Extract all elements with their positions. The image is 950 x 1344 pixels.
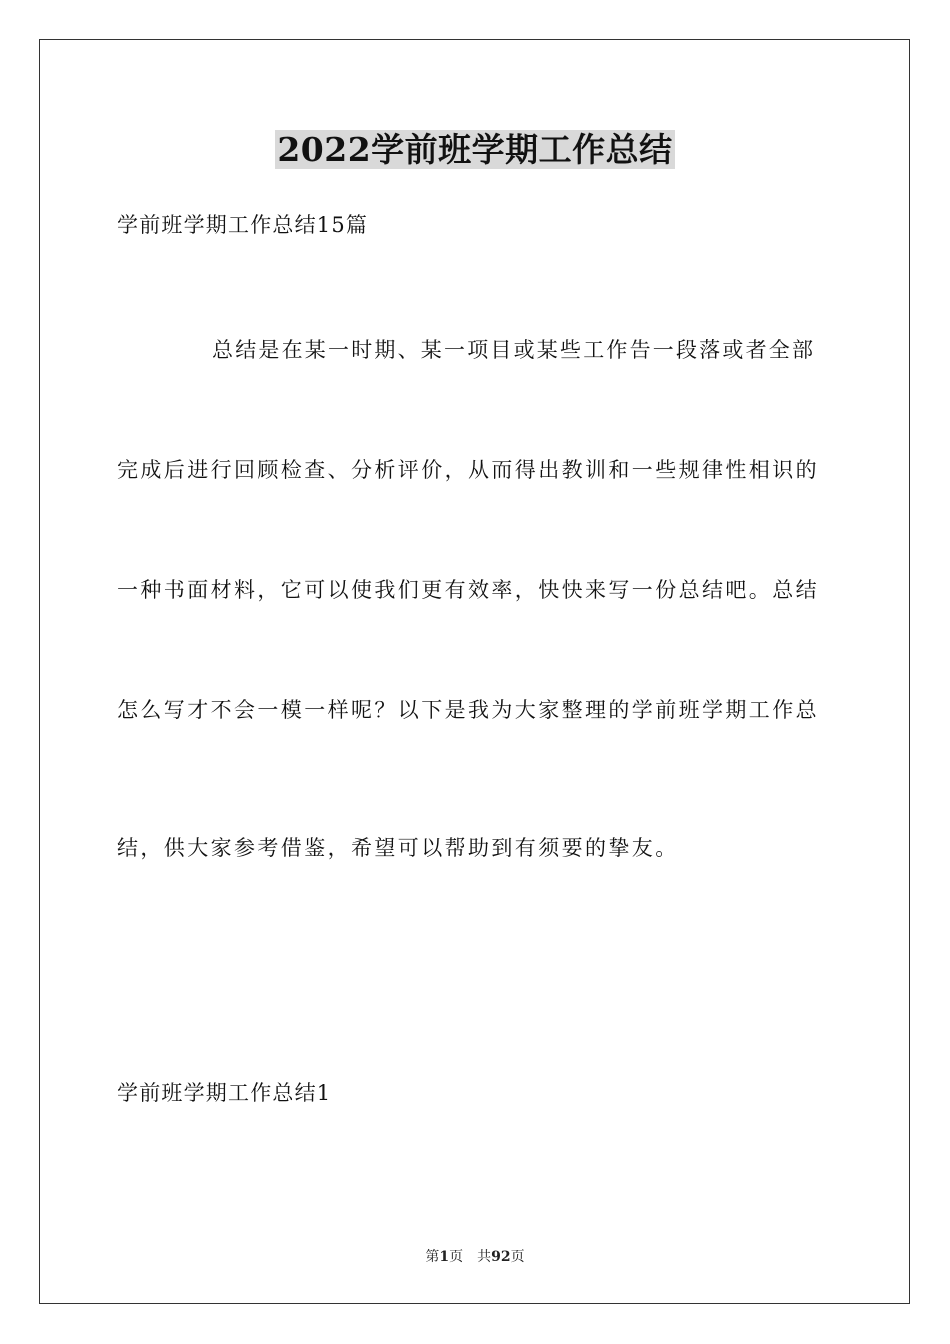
footer-total-pages: 92 bbox=[491, 1249, 511, 1265]
footer-page-suffix: 页 bbox=[449, 1249, 464, 1265]
footer-page-prefix: 第 bbox=[425, 1249, 440, 1265]
document-title bbox=[0, 128, 950, 172]
paragraph-line-1: 总结是在某一时期、某一项目或某些工作告一段落或者全部 bbox=[212, 338, 816, 362]
paragraph-line-2: 完成后进行回顾检查、分析评价，从而得出教训和一些规律性相识的 bbox=[117, 458, 819, 482]
footer-total-suffix: 页 bbox=[510, 1249, 525, 1265]
section-heading: 学前班学期工作总结1 bbox=[117, 1081, 332, 1105]
document-title-text: 2022学前班学期工作总结 bbox=[277, 130, 673, 169]
page-footer bbox=[0, 1247, 950, 1267]
paragraph-line-3: 一种书面材料，它可以使我们更有效率，快快来写一份总结吧。总结 bbox=[117, 578, 819, 602]
footer-page-number: 1 bbox=[439, 1249, 450, 1265]
footer-total-prefix: 共 bbox=[477, 1249, 492, 1265]
document-subtitle: 学前班学期工作总结15篇 bbox=[117, 213, 369, 237]
paragraph-line-4: 怎么写才不会一模一样呢？以下是我为大家整理的学前班学期工作总 bbox=[117, 698, 819, 722]
paragraph-line-5: 结，供大家参考借鉴，希望可以帮助到有须要的挚友。 bbox=[117, 836, 679, 860]
